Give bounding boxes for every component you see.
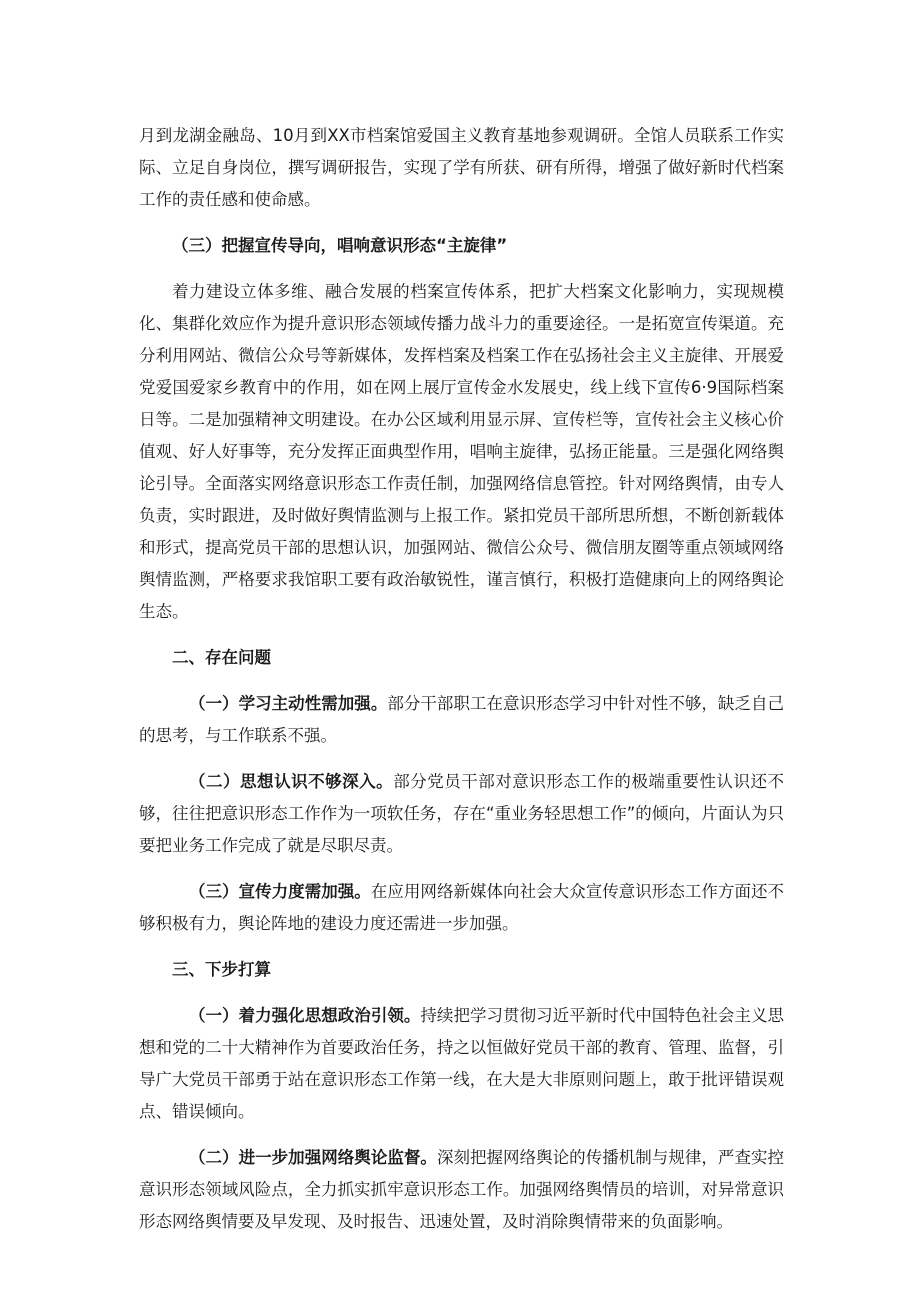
issue-1-text: 部分干部职工在意识形态学习中针对性不够，缺乏自己的思考，与工作联系不强。 [139,694,785,745]
spacer [139,216,784,230]
paragraph-issue-1 [139,688,784,752]
plan-1-text: 持续把学习贯彻习近平新时代中国特色社会主义思想和党的二十大精神作为首要政治任务，持之以恒做好党员干部的教育、管理、监督，引导广大党员干部勇于站在意识形态工作第一线，在大是大非原则问题上，敢于批评错误观点、错误倾向。 [139,1006,785,1121]
section-heading-problems: 二、存在问题 [172,648,271,667]
paragraph-issue-3 [139,876,784,940]
plan-2-title: （二）进一步加强网络舆论监督。 [189,1148,437,1167]
issue-3-text: 在应用网络新媒体向社会大众宣传意识形态工作方面还不够积极有力，舆论阵地的建设力度还需进一步加强。 [139,882,785,933]
subheading-propaganda: （三）把握宣传导向，唱响意识形态“主旋律” [172,236,508,255]
plan-2-text: 深刻把握网络舆论的传播机制与规律，严查实控意识形态领域风险点，全力抓实抓牢意识形态工作。加强网络舆情员的培训，对异常意识形态网络舆情要及早发现、及时报告、迅速处置，及时消除舆情带来的负面影响。 [139,1148,785,1231]
issue-2-title: （二）思想认识不够深入。 [189,772,394,791]
paragraph-plan-1 [139,1000,784,1128]
issue-1-title: （一）学习主动性需加强。 [189,694,388,713]
issue-3-title: （三）宣传力度需加强。 [189,882,371,901]
plan-1-title: （一）着力强化思想政治引领。 [189,1006,421,1025]
spacer [139,986,784,1000]
paragraph-propaganda: 着力建设立体多维、融合发展的档案宣传体系，把扩大档案文化影响力，实现规模化、集群化效应作为提升意识形态领域传播力战斗力的重要途径。一是拓宽宣传渠道。充分利用网站、微信公众号等新媒体，发挥档案及档案工作在弘扬社会主义主旋律、开展爱党爱国爱家乡教育中的作用，如在网上展厅宣传金水发展史，线上线下宣传6·9国际档案日等。二是加强精神文明建设。在办公区域利用显示屏、宣传栏等，宣传社会主义核心价值观、好人好事等，充分发挥正面典型作用，唱响主旋律，弘扬正能量。三是强化网络舆论引导。全面落实网络意识形态工作责任制，加强网络信息管控。针对网络舆情，由专人负责，实时跟进，及时做好舆情监测与上报工作。紧扣党员干部所思所想，不断创新载体和形式，提高党员干部的思想认识，加强网站、微信公众号、微信朋友圈等重点领域网络舆情监测，严格要求我馆职工要有政治敏锐性，谨言慎行，积极打造健康向上的网络舆论生态。 [139,282,784,621]
spacer [139,262,784,276]
spacer [139,940,784,954]
spacer [139,1128,784,1142]
issue-2-text: 部分党员干部对意识形态工作的极端重要性认识还不够，往往把意识形态工作作为一项软任务，存在“重业务轻思想工作”的倾向，片面认为只要把业务工作完成了就是尽职尽责。 [139,772,785,855]
spacer [139,674,784,688]
paragraph-issue-2 [139,766,784,862]
spacer [139,862,784,876]
document-body [139,120,784,1238]
spacer [139,752,784,766]
section-heading-next-steps: 三、下步打算 [172,960,271,979]
spacer [139,628,784,642]
paragraph-plan-2 [139,1142,784,1238]
paragraph-continued: 月到龙湖金融岛、10月到XX市档案馆爱国主义教育基地参观调研。全馆人员联系工作实际、立足自身岗位，撰写调研报告，实现了学有所获、研有所得，增强了做好新时代档案工作的责任感和使命感。 [139,126,784,209]
